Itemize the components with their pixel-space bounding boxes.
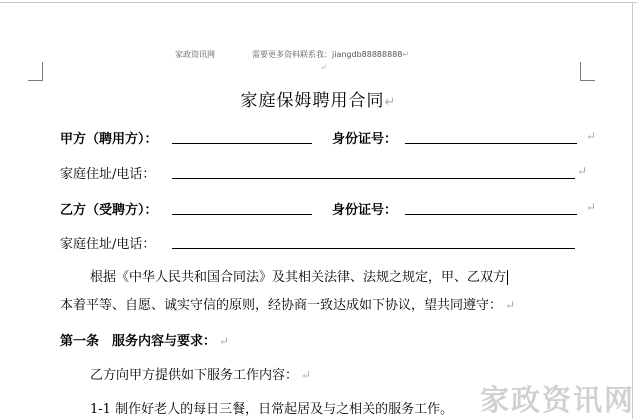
intro-line-2[interactable]: [60, 294, 515, 313]
intro-line-1-text: 根据《中华人民共和国合同法》及其相关法律、法规之规定，甲、乙双方: [90, 270, 507, 285]
paragraph-mark-icon: ↵: [586, 200, 597, 214]
crop-mark-right: [580, 62, 595, 81]
party-b-id-field[interactable]: [405, 214, 577, 215]
article-1-intro[interactable]: [90, 364, 311, 383]
party-a-address-label: 家庭住址/电话：: [60, 167, 156, 182]
watermark-logo: 家政资讯网: [479, 383, 635, 417]
party-a-id-label: 身份证号：: [332, 132, 398, 147]
article-1-heading[interactable]: [60, 330, 229, 349]
item-1-1-text: 1-1 制作好老人的每日三餐，日常起居及与之相关的服务工作。: [90, 402, 454, 417]
party-a-address-field[interactable]: [172, 178, 575, 179]
article-1-intro-text: 乙方向甲方提供如下服务工作内容：: [90, 368, 299, 383]
paragraph-mark-icon: ↵: [586, 129, 597, 143]
text-cursor: [507, 270, 508, 285]
party-a-label: 甲方（聘用方）：: [60, 132, 158, 147]
item-1-1[interactable]: [90, 398, 453, 417]
party-b-label: 乙方（受聘方）：: [60, 203, 158, 218]
paragraph-mark-icon: ↵: [577, 164, 588, 178]
party-b-address-field[interactable]: [172, 248, 575, 249]
crop-mark-left: [28, 62, 43, 81]
document-title-text: 家庭保姆聘用合同: [240, 91, 385, 111]
party-a-name-field[interactable]: [172, 143, 312, 144]
paragraph-mark-icon: ↵: [402, 50, 410, 59]
party-b-address-label: 家庭住址/电话：: [60, 237, 156, 252]
paragraph-mark-icon: ↵: [505, 298, 516, 312]
header-site: 家政资讯网: [175, 50, 215, 59]
article-1-heading-text: 第一条 服务内容与要求：: [60, 334, 217, 349]
paragraph-mark-icon: ↵: [301, 368, 312, 382]
paragraph-mark-icon: ↵: [384, 95, 397, 110]
page-top-border: [0, 2, 637, 3]
intro-line-1[interactable]: [90, 266, 508, 285]
header-contact: [252, 49, 409, 60]
page-right-border: [632, 2, 633, 419]
party-b-id-label: 身份证号：: [332, 203, 398, 218]
document-title[interactable]: [0, 86, 637, 111]
paragraph-mark-icon: ↵: [219, 334, 230, 348]
intro-line-2-text: 本着平等、自愿、诚实守信的原则，经协商一致达成如下协议，望共同遵守：: [60, 298, 503, 313]
header-paragraph-mark: ↵: [320, 63, 327, 72]
party-a-id-field[interactable]: [405, 143, 577, 144]
header-contact-text: 需要更多资料联系我：jiangdb88888888: [252, 50, 403, 59]
party-b-name-field[interactable]: [172, 214, 312, 215]
